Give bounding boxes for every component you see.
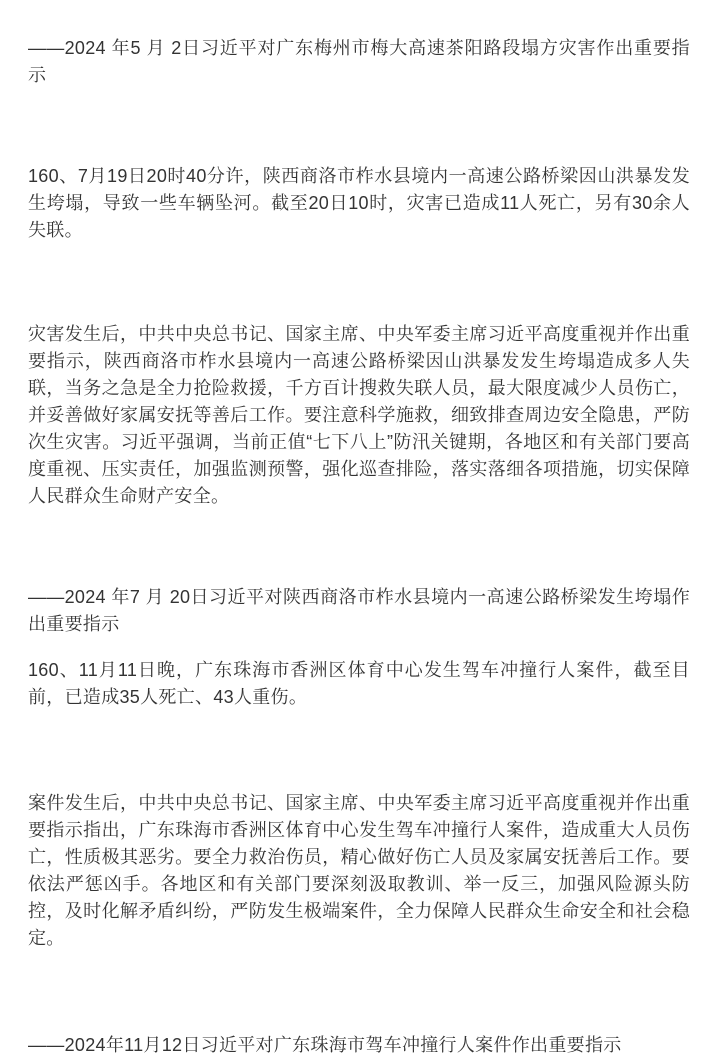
news-item-zhuhai-attack: 160、11月11日晚，广东珠海市香洲区体育中心发生驾车冲撞行人案件，截至目前，已造成35人死亡、43人重伤。 <box>28 660 690 707</box>
attribution-line-shaanxi: ——2024 年7 月 20日习近平对陕西商洛市柞水县境内一高速公路桥梁发生垮塌作出重要指示 <box>28 587 690 634</box>
attribution-line-zhuhai: ——2024年11月12日习近平对广东珠海市驾车冲撞行人案件作出重要指示 <box>28 1035 622 1055</box>
directive-paragraph-zhuhai: 案件发生后，中共中央总书记、国家主席、中央军委主席习近平高度重视并作出重要指示指出，广东珠海市香洲区体育中心发生驾车冲撞行人案件，造成重大人员伤亡，性质极其恶劣。要全力救治伤员，精心做好伤亡人员及家属安抚善后工作。要依法严惩凶手。各地区和有关部门要深刻汲取教训、举一反三，加强风险源头防控，及时化解矛盾纠纷，严防发生极端案件，全力保障人民群众生命安全和社会稳定。 <box>28 793 690 948</box>
attribution-line-meizhou: ——2024 年5 月 2日习近平对广东梅州市梅大高速茶阳路段塌方灾害作出重要指示 <box>28 38 690 85</box>
news-item-shaanxi-bridge-collapse: 160、7月19日20时40分许，陕西商洛市柞水县境内一高速公路桥梁因山洪暴发发生垮塌，导致一些车辆坠河。截至20日10时，灾害已造成11人死亡，另有30余人失联。 <box>28 166 690 240</box>
directive-paragraph-shaanxi: 灾害发生后，中共中央总书记、国家主席、中央军委主席习近平高度重视并作出重要指示，陕西商洛市柞水县境内一高速公路桥梁因山洪暴发发生垮塌造成多人失联，当务之急是全力抢险救援，千方百计搜救失联人员，最大限度减少人员伤亡，并妥善做好家属安抚等善后工作。要注意科学施救，细致排查周边安全隐患，严防次生灾害。习近平强调，当前正值“七下八上”防汛关键期，各地区和有关部门要高度重视、压实责任，加强监测预警，强化巡查排险，落实落细各项措施，切实保障人民群众生命财产安全。 <box>28 324 690 506</box>
